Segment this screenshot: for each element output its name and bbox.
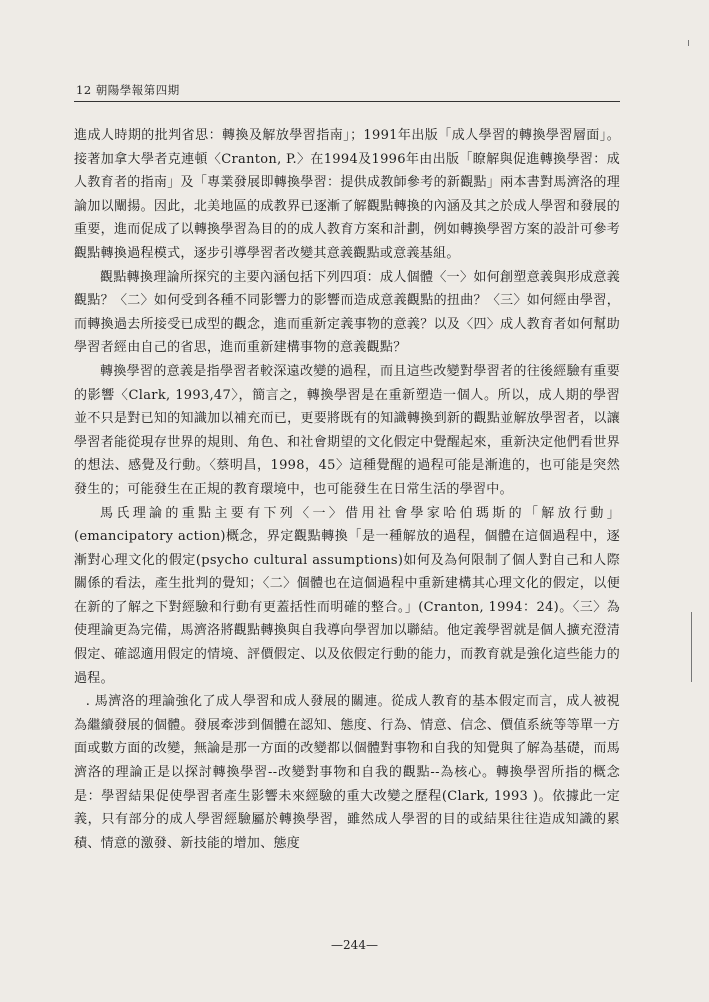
paragraph-3: 轉換學習的意義是指學習者較深遠改變的過程，而且這些改變對學習者的往後經驗有重要的影響〈Clark, 1993,47〉，簡言之，轉換學習是在重新塑造一個人。所以，成人期的學習並不只是對已知的知識加以補充而已，更要將既有的知識轉換到新的觀點並解放學習者，以讓學習者能從現存世界的規則、角色、和社會期望的文化假定中覺醒起來，重新決定他們看世界的想法、感覺及行動。〈蔡明昌，1998，45〉這種覺醒的過程可能是漸進的，也可能是突然發生的；可能發生在正規的教育環境中，也可能發生在日常生活的學習中。 bbox=[74, 363, 620, 497]
body-text bbox=[74, 124, 620, 855]
header-rule bbox=[74, 101, 620, 102]
paragraph-4: 馬氏理論的重點主要有下列〈一〉借用社會學家哈伯瑪斯的「解放行動」(emancipatory action)概念，界定觀點轉換「是一種解放的過程，個體在這個過程中，逐漸對心理文化的假定(psycho cultural assumptions)如何及為何限制了個人對自己和人際關係的看法，產生批判的覺知；〈二〉個體也在這個過程中重新建構其心理文化的假定，以便在新的了解之下對經驗和行動有更蓋括性而明確的整合。」(Cranton, 1994：24)。〈三〉為使理論更為完備，馬濟洛將觀點轉換與自我導向學習加以聯結。他定義學習就是個人擴充澄清假定、確認適用假定的情境、評價假定、以及依假定行動的能力，而教育就是強化這些能力的過程。 bbox=[74, 505, 620, 686]
paragraph-5: . 馬濟洛的理論強化了成人學習和成人發展的關連。從成人教育的基本假定而言，成人被視為繼續發展的個體。發展牽涉到個體在認知、態度、行為、情意、信念、價值系統等等單一方面或數方面的改變，無論是那一方面的改變都以個體對事物和自我的知覺與了解為基礎，而馬濟洛的理論正是以探討轉換學習--改變對事物和自我的觀點--為核心。轉換學習所指的概念是：學習結果促使學習者產生影響未來經驗的重大改變之歷程(Clark, 1993 )。依據此一定義，只有部分的成人學習經驗屬於轉換學習，雖然成人學習的目的或結果往往造成知識的累積、情意的激發、新技能的增加、態度 bbox=[74, 694, 620, 851]
running-head: 12 朝陽學報第四期 bbox=[76, 83, 180, 97]
margin-mark bbox=[691, 612, 692, 682]
paragraph-2: 觀點轉換理論所探究的主要內涵包括下列四項：成人個體〈一〉如何創塑意義與形成意義觀點？〈二〉如何受到各種不同影響力的影響而造成意義觀點的扭曲？〈三〉如何經由學習，而轉換過去所接受已成型的觀念，進而重新定義事物的意義？以及〈四〉成人教育者如何幫助學習者經由自己的省思，進而重新建構事物的意義觀點？ bbox=[74, 269, 620, 356]
paragraph-1: 進成人時期的批判省思：轉換及解放學習指南」；1991年出版「成人學習的轉換學習層面」。接著加拿大學者克連頓〈Cranton, P.〉在1994及1996年由出版「瞭解與促進轉換學習：成人教育者的指南」及「專業發展即轉換學習：提供成教師參考的新觀點」兩本書對馬濟洛的理論加以闡揚。因此，北美地區的成教界已逐漸了解觀點轉換的內涵及其之於成人學習和發展的重要，進而促成了以轉換學習為目的的成人教育方案和計劃，例如轉換學習方案的設計可參考觀點轉換過程模式，逐步引導學習者改變其意義觀點或意義基組。 bbox=[74, 128, 620, 261]
margin-mark bbox=[688, 40, 689, 46]
page-number: —244— bbox=[331, 938, 378, 952]
